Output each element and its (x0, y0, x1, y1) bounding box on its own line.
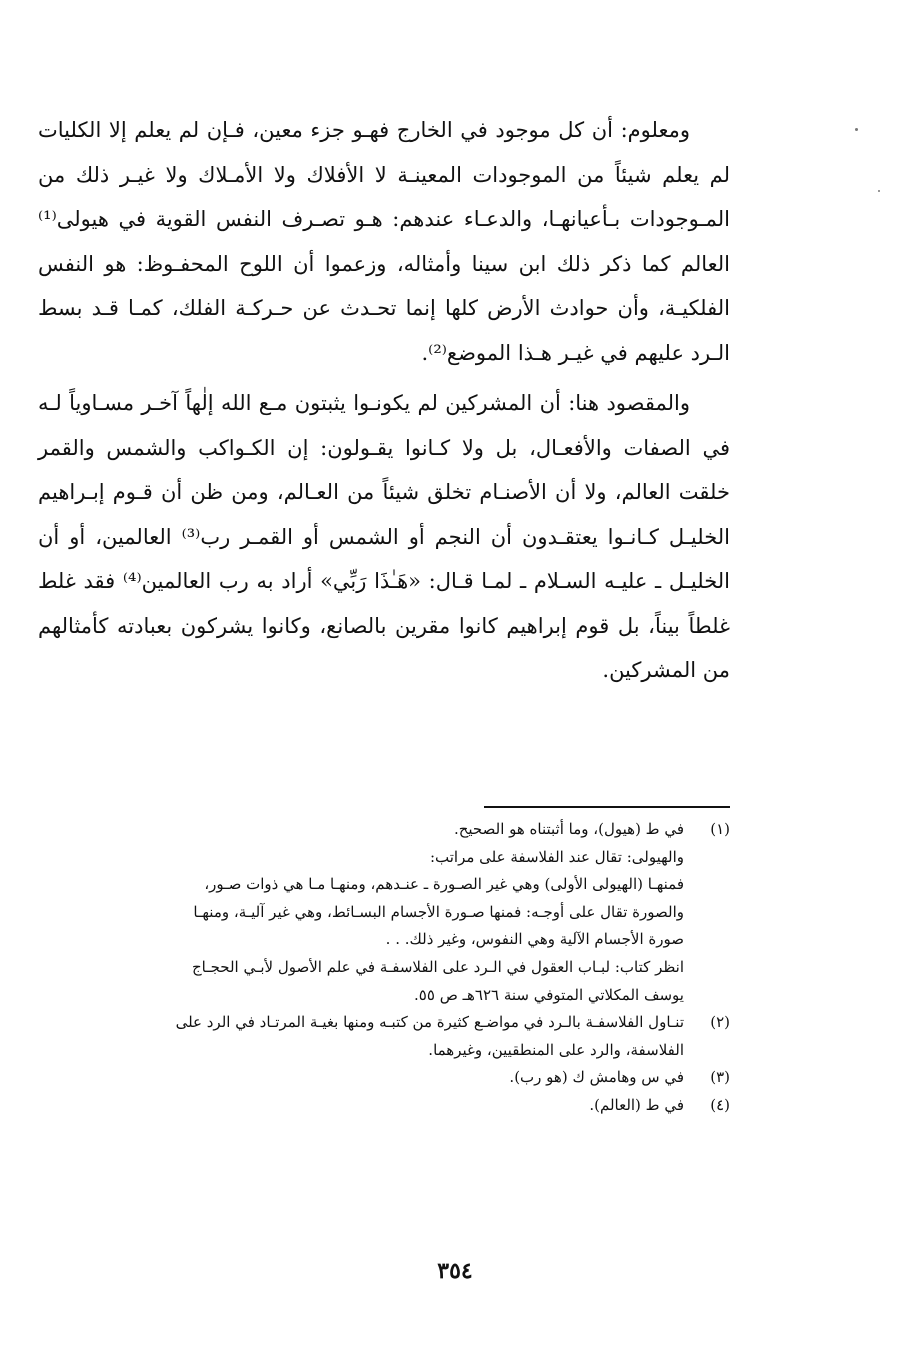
footnote-line: والصورة تقال على أوجـه: فمنها صـورة الأجسام البسـائط، وهي غير آليـة، ومنهـا (193, 902, 684, 921)
footnotes-block (38, 816, 730, 1120)
footnote-4 (38, 1092, 730, 1120)
footnote-line: يوسف المكلاتي المتوفي سنة ٦٢٦هـ ص ٥٥. (414, 985, 684, 1004)
footnote-number: (١) (710, 820, 730, 838)
footnote-3 (38, 1064, 730, 1092)
paragraph-2: والمقصود هنا: أن المشركين لم يكونـوا يثبتون مـع الله إلٰهاً آخـر مسـاوياً لـه في الصفات والأفعـال، بل ولا كـانوا يقـولون: إن الكـواكب والشمس والقمر خلقت العالم، ولا أن الأصنـام تخلق شيئاً من العـالم، ومن ظن أن قـوم إبـراهيم الخليـل كـانـوا يعتقـدون أن النجم أو الشمس أو القمـر رب⁽³⁾ العالمين، أو أن الخليـل ـ عليـه السـلام ـ لمـا قـال: «هَـٰذَا رَبِّي» أراد به رب العالمين⁽⁴⁾ فقد غلط غلطاً بيناً، بل قوم إبراهيم كانوا مقرين بالصانع، وكانوا يشركون بعبادته كأمثالهم من المشركين. (38, 391, 730, 682)
footnote-separator-rule (484, 806, 730, 808)
scan-speck (878, 190, 880, 192)
footnote-line: الفلاسفة، والرد على المنطقيين، وغيرهما. (428, 1040, 684, 1059)
footnote-line: فمنهـا (الهيولى الأولى) وهي غير الصـورة ـ عنـدهم، ومنهـا مـا هي ذوات صـور، (204, 875, 684, 894)
footnote-body (38, 816, 684, 1009)
scan-speck (855, 128, 858, 131)
page-number: ٣٥٤ (437, 1258, 473, 1284)
footnote-line: في س وهامش ك (هو رب). (509, 1068, 684, 1087)
footnote-line: انظر كتاب: لبـاب العقول في الـرد على الفلاسفـة في علم الأصول لأبـي الحجـاج (191, 957, 684, 976)
footnote-line: في ط (العالم). (589, 1095, 684, 1114)
paragraph-1: ومعلوم: أن كل موجود في الخارج فهـو جزء معين، فـإن لم يعلم إلا الكليات لم يعلم شيئاً من الموجودات المعينـة لا الأفلاك ولا الأمـلاك ولا غيـر ذلك من المـوجودات بـأعيانهـا، والدعـاء عندهم: هـو تصـرف النفس القوية في هيولى⁽¹⁾ العالم كما ذكر ذلك ابن سينا وأمثاله، وزعموا أن اللوح المحفـوظ: هو النفس الفلكيـة، وأن حوادث الأرض كلها إنما تحـدث عن حـركـة الفلك، كمـا قـد بسط الـرد عليهم في غيـر هـذا الموضع⁽²⁾. (38, 118, 730, 365)
main-text-block (38, 108, 730, 699)
footnote-number: (٤) (710, 1095, 730, 1114)
footnote-line: والهيولى: تقال عند الفلاسفة على مراتب: (429, 847, 684, 866)
footnote-1 (38, 816, 730, 1009)
footnote-line: تنـاول الفلاسفـة بالـرد في مواضـع كثيرة من كتبـه ومنها بغيـة المرتـاد في الرد على (175, 1013, 684, 1032)
footnote-line: في ط (هيول)، وما أثبتناه هو الصحيح. (453, 820, 684, 838)
footnote-body (38, 1092, 684, 1120)
footnote-body (38, 1009, 684, 1064)
footnote-body (38, 1064, 684, 1092)
footnote-number: (٢) (710, 1013, 730, 1032)
footnote-line: صورة الأجسام الآلية وهي النفوس، وغير ذلك. . . (385, 930, 684, 949)
footnote-2 (38, 1009, 730, 1064)
footnote-number: (٣) (710, 1068, 730, 1087)
